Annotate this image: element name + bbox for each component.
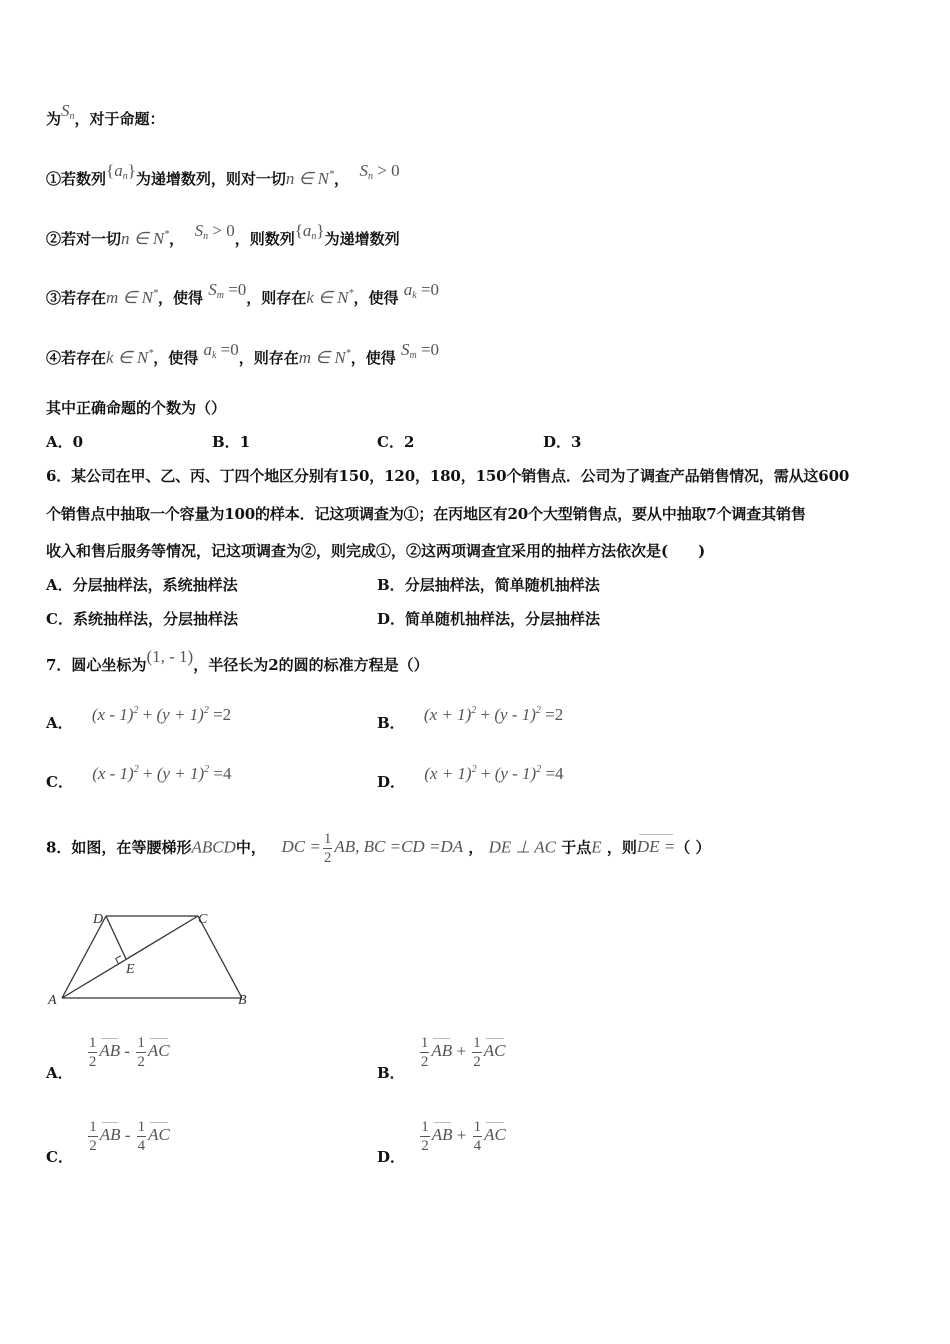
ask-vector: DE = xyxy=(636,837,676,857)
sum-math: $S_n > 0$ xyxy=(194,221,235,242)
proposition-3: ③若存在m ∈ N*，使得 $S_m =0$，则存在k ∈ N*，使得 $a_k =0$ xyxy=(46,280,440,307)
center-coordinate: (1, - 1) xyxy=(146,647,194,666)
label-b: B xyxy=(238,993,247,1008)
result-math: $S_n > 0$ xyxy=(359,161,400,182)
label-a: A xyxy=(48,993,57,1008)
label-c: C xyxy=(198,912,208,927)
intro-line xyxy=(46,101,165,130)
trapezoid-figure xyxy=(46,904,266,1016)
sn-symbol: $S_n$ xyxy=(61,101,75,122)
sequence-symbol: $\{a_n\}$ xyxy=(106,161,136,182)
q8-option-b[interactable]: B． $\frac{1}{2}$ AB + $\frac{1}{2}$ AC xyxy=(377,1035,506,1082)
q6-option-d[interactable]: D．简单随机抽样法，分层抽样法 xyxy=(377,610,601,628)
q6-option-a[interactable]: A．分层抽样法，系统抽样法 xyxy=(46,576,238,594)
q5-option-d[interactable]: D．3 xyxy=(543,433,582,451)
proposition-4: ④若存在k ∈ N*，使得 $a_k =0$，则存在m ∈ N*，使得 $S_m =0$ xyxy=(46,340,440,367)
proposition-1: ①若数列$\{a_n\}$为递增数列，则对一切n ∈ N*， $S_n > 0$ xyxy=(46,161,400,188)
q6-option-c[interactable]: C．系统抽样法，分层抽样法 xyxy=(46,610,238,628)
label-e: E xyxy=(126,962,135,977)
q8-option-a[interactable]: A． $\frac{1}{2}$ AB - $\frac{1}{2}$ AC xyxy=(46,1035,170,1082)
proposition-2: ②若对一切n ∈ N*， $S_n > 0$，则数列$\{a_n\}$为递增数列 xyxy=(46,221,400,248)
q6-line-3: 收入和售后服务等情况，记这项调查为②，则完成①，②这两项调查宜采用的抽样方法依次是( ) xyxy=(46,542,706,560)
intro-prefix: 为 xyxy=(46,110,62,128)
q7-stem: 7．圆心坐标为(1, - 1)，半径长为2的圆的标准方程是（） xyxy=(46,647,429,674)
q8-option-c[interactable]: C． $\frac{1}{2}$ AB - $\frac{1}{4}$ AC xyxy=(46,1119,170,1166)
q7-option-a[interactable]: A． $(x - 1)^2 + (y + 1)^2 =2$ xyxy=(46,705,232,732)
sequence-symbol: $\{a_n\}$ xyxy=(294,221,325,242)
q5-option-c[interactable]: C．2 xyxy=(377,433,415,451)
condition-math: n ∈ N* xyxy=(121,229,170,248)
edge-cb xyxy=(198,916,242,998)
q8-option-d[interactable]: D． $\frac{1}{2}$ AB + $\frac{1}{4}$ AC xyxy=(377,1119,506,1166)
q5-option-a[interactable]: A．0 xyxy=(46,433,84,451)
perpendicular-math: DE ⊥ AC xyxy=(488,837,556,857)
segment-de xyxy=(106,916,126,959)
trapezoid-name: ABCD xyxy=(191,837,236,857)
q5-stem: 其中正确命题的个数为（） xyxy=(46,399,227,417)
edge-ad xyxy=(62,916,106,998)
q8-stem: 8．如图，在等腰梯形ABCD中， DC = $\frac{1}{2}$ AB, BC =CD =DA ， DE ⊥ AC 于点E ，则DE =（ ） xyxy=(46,831,711,866)
q6-line-2: 个销售点中抽取一个容量为100的样本．记这项调查为①；在丙地区有20个大型销售点，要从中抽取7个调查其销售 xyxy=(46,505,806,523)
q5-option-b[interactable]: B．1 xyxy=(212,433,251,451)
q6-option-b[interactable]: B．分层抽样法，简单随机抽样法 xyxy=(377,576,600,594)
intro-suffix: ，对于命题： xyxy=(74,110,165,128)
diagonal-ac xyxy=(62,916,198,998)
q7-option-b[interactable]: B． $(x + 1)^2 + (y - 1)^2 =2$ xyxy=(377,705,564,732)
q6-line-1: 6．某公司在甲、乙、丙、丁四个地区分别有150，120，180，150个销售点．公司为了调查产品销售情况，需从这600 xyxy=(46,467,850,485)
condition-math: n ∈ N* xyxy=(285,169,335,188)
label-d: D xyxy=(93,912,104,927)
relation-math: DC = $\frac{1}{2}$ AB, BC =CD =DA xyxy=(281,831,464,866)
q7-option-c[interactable]: C． $(x - 1)^2 + (y + 1)^2 =4$ xyxy=(46,764,232,791)
q7-option-d[interactable]: D． $(x + 1)^2 + (y - 1)^2 =4$ xyxy=(377,764,564,791)
